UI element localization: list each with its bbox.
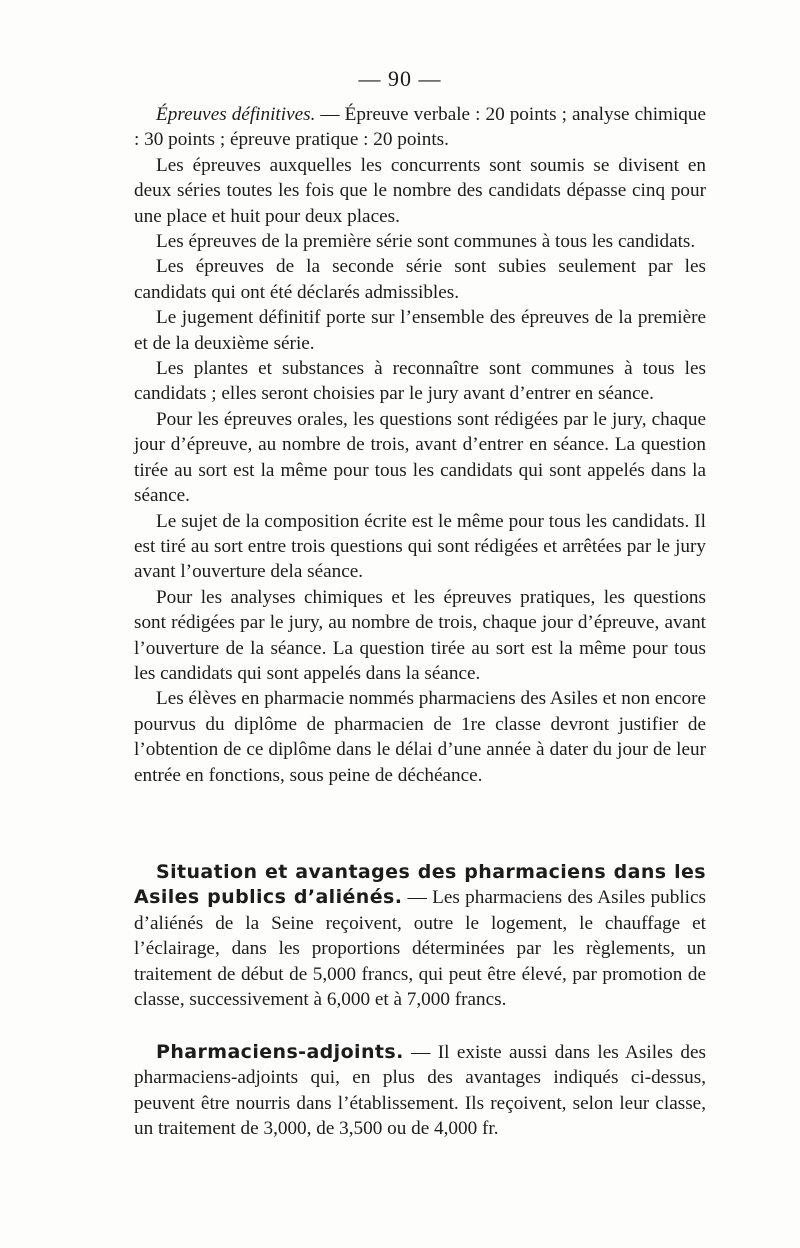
section-situation	[134, 860, 706, 1012]
section-heading-situation: Situation et avantages des pharmaciens dans les Asiles publics d’aliénés.	[134, 861, 706, 909]
paragraph: Le jugement définitif porte sur l’ensemble des épreuves de la première et de la deuxième série.	[134, 307, 706, 354]
paragraph: Les élèves en pharmacie nommés pharmaciens des Asiles et non encore pourvus du diplôme de pharmacien de 1re classe devront justifier de l’obtention de ce diplôme dans le délai d’une année à dater du jour de leur entrée en fonctions, sous peine de déchéance.	[134, 688, 706, 786]
paragraph: Pour les analyses chimiques et les épreuves pratiques, les questions sont rédigées par le jury, au nombre de trois, chaque jour d’épreuve, avant l’ouverture de la séance. La question tirée au sort est la même pour tous les candidats qui sont appelés dans la séance.	[134, 586, 706, 684]
body-text	[134, 102, 706, 788]
section-situation-text: — Les pharmaciens des Asiles publics d’aliénés de la Seine reçoivent, outre le logement, le chauffage et l’éclairage, dans les proportions déterminées par les règlements, un traitement de début de 5,000 francs, qui peut être élevé, par promotion de classe, successivement à 6,000 et à 7,000 francs.	[134, 887, 707, 1011]
paragraph-text: — Épreuve verbale : 20 points ; analyse chimique : 30 points ; épreuve pratique : 20 points.	[134, 104, 706, 151]
paragraph-epreuves-definitives	[134, 102, 706, 153]
paragraph: Les épreuves auxquelles les concurrents sont soumis se divisent en deux séries toutes les fois que le nombre des candidats dépasse cinq pour une place et huit pour deux places.	[134, 154, 706, 227]
paragraph: Pour les épreuves orales, les questions sont rédigées par le jury, chaque jour d’épreuve, au nombre de trois, avant d’entrer en séance. La question tirée au sort est la même pour tous les candidats qui sont appelés dans la séance.	[134, 408, 706, 507]
paragraph: Le sujet de la composition écrite est le même pour tous les candidats. Il est tiré au sort entre trois questions qui sont rédigées et arrêtées par le jury avant l’ouverture dela séance.	[134, 510, 706, 583]
paragraph-lead-italic: Épreuves définitives.	[156, 104, 316, 125]
section-adjoints-text: — Il existe aussi dans les Asiles des pharmaciens-adjoints qui, en plus des avantages indiqués ci-dessus, peuvent être nourris dans l’établissement. Ils reçoivent, selon leur classe, un traitement de 3,000, de 3,500 ou de 4,000 fr.	[134, 1042, 706, 1140]
section-heading-adjoints: Pharmaciens-adjoints.	[156, 1041, 404, 1063]
section-situation-paragraph	[134, 860, 706, 1012]
paragraph: Les épreuves de la seconde série sont subies seulement par les candidats qui ont été déclarés admissibles.	[134, 256, 706, 303]
paragraph: Les épreuves de la première série sont communes à tous les candidats.	[156, 231, 696, 253]
paragraph: Les plantes et substances à reconnaître sont communes à tous les candidats ; elles seront choisies par le jury avant d’entrer en séance.	[134, 358, 706, 405]
page-number: — 90 —	[358, 66, 442, 91]
section-adjoints-paragraph	[134, 1040, 706, 1142]
section-adjoints	[134, 1040, 706, 1142]
